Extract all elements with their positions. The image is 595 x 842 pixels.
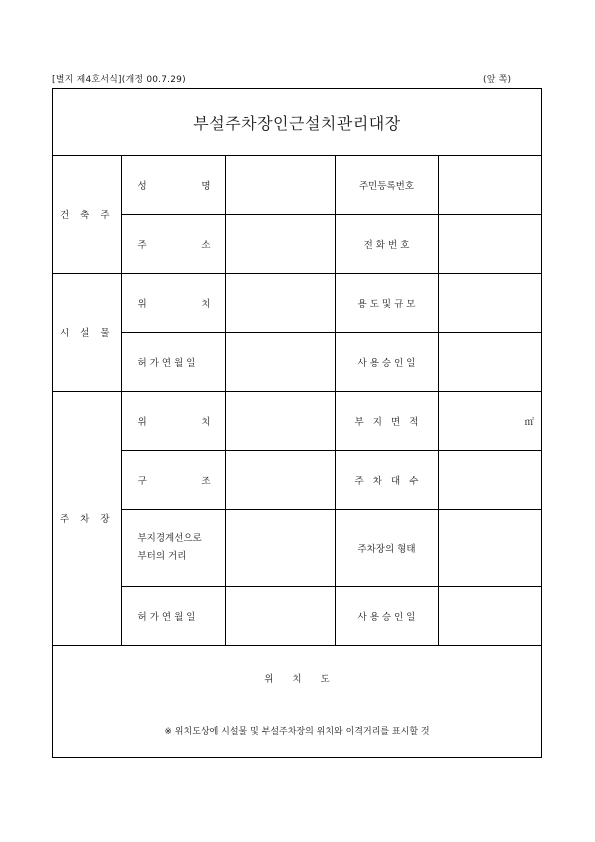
form-number: [별지 제4호서식](개정 00.7.29): [52, 75, 186, 85]
location-map-area[interactable]: [53, 646, 541, 758]
resident-number-value[interactable]: [438, 156, 542, 214]
owner-address-label: 주 소: [121, 214, 225, 273]
parking-structure-label: 구 조: [121, 450, 225, 509]
parking-capacity-label: 주 차 대 수: [335, 450, 438, 509]
page-side-label: (앞 쪽): [483, 75, 512, 85]
site-area-value[interactable]: [438, 391, 542, 450]
phone-value[interactable]: [438, 214, 542, 273]
section-facility-label: 시 설 물: [53, 273, 121, 391]
use-scale-label: 용 도 및 규 모: [335, 273, 438, 332]
form-frame: [52, 88, 542, 758]
parking-permit-date-label: 허 가 연 월 일: [121, 586, 225, 645]
location-map-title: 위 치 도: [264, 674, 338, 685]
owner-name-value[interactable]: [225, 156, 335, 214]
registry-table: [53, 156, 542, 646]
section-parking-label: 주 차 장: [53, 391, 121, 645]
parking-type-value[interactable]: [438, 509, 542, 586]
parking-approval-date-label: 사 용 승 인 일: [335, 586, 438, 645]
facility-location-label: 위 치: [121, 273, 225, 332]
owner-address-value[interactable]: [225, 214, 335, 273]
resident-number-label: 주민등록번호: [335, 156, 438, 214]
parking-type-label: 주차장의 형태: [335, 509, 438, 586]
parking-approval-date-value[interactable]: [438, 586, 542, 645]
form-title: 부설주차장인근설치관리대장: [53, 89, 541, 156]
facility-permit-date-value[interactable]: [225, 332, 335, 391]
location-map-note: ※ 위치도상에 시설물 및 부설주차장의 위치와 이격거리를 표시할 것: [164, 727, 430, 737]
section-owner-label: 건 축 주: [53, 156, 121, 273]
use-scale-value[interactable]: [438, 273, 542, 332]
phone-label: 전 화 번 호: [335, 214, 438, 273]
boundary-distance-value[interactable]: [225, 509, 335, 586]
parking-permit-date-value[interactable]: [225, 586, 335, 645]
facility-approval-date-label: 사 용 승 인 일: [335, 332, 438, 391]
boundary-distance-label: 부지경계선으로 부터의 거리: [121, 509, 225, 586]
owner-name-label: 성 명: [121, 156, 225, 214]
facility-approval-date-value[interactable]: [438, 332, 542, 391]
parking-capacity-value[interactable]: [438, 450, 542, 509]
facility-location-value[interactable]: [225, 273, 335, 332]
site-area-label: 부 지 면 적: [335, 391, 438, 450]
parking-location-value[interactable]: [225, 391, 335, 450]
parking-location-label: 위 치: [121, 391, 225, 450]
facility-permit-date-label: 허 가 연 월 일: [121, 332, 225, 391]
square-meter-unit: ㎡: [524, 416, 534, 428]
parking-structure-value[interactable]: [225, 450, 335, 509]
